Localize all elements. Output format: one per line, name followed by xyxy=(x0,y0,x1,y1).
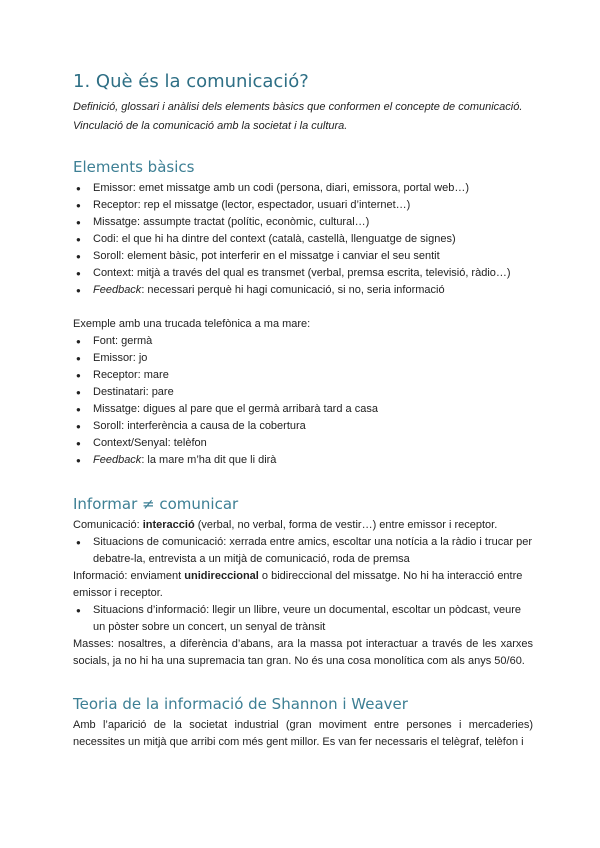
list-item: ● Context: mitjà a través del qual es transmet (verbal, premsa escrita, televisió, ràdio…) xyxy=(73,265,533,282)
definition-keyword: interacció xyxy=(142,519,195,531)
comunicacio-situations xyxy=(73,534,533,568)
list-item: ● Emissor: jo xyxy=(73,350,533,367)
informar-heading: Informar ≠ comunicar xyxy=(73,495,239,513)
feedback-text: : la mare m’ha dit que li dirà xyxy=(141,454,277,466)
definition-label: Comunicació: xyxy=(73,519,143,531)
example-list xyxy=(73,333,533,469)
page-title: 1. Què és la comunicació? xyxy=(73,71,309,92)
list-item: ● Soroll: interferència a causa de la cobertura xyxy=(73,418,533,435)
intro-text xyxy=(73,98,533,136)
list-item xyxy=(73,452,533,469)
intro-line: Definició, glossari i anàlisi dels elements bàsics que conformen el concepte de comunicació. xyxy=(73,101,523,113)
list-item: ● Missatge: digues al pare que el germà arribarà tard a casa xyxy=(73,401,533,418)
list-item: ● Receptor: rep el missatge (lector, espectador, usuari d’internet…) xyxy=(73,197,533,214)
list-item: ● Destinatari: pare xyxy=(73,384,533,401)
list-item: ● Emissor: emet missatge amb un codi (persona, diari, emissora, portal web…) xyxy=(73,180,533,197)
definition-text: o bidireccional del missatge. No hi ha interacció entre emissor i receptor. xyxy=(73,570,523,599)
example-intro: Exemple amb una trucada telefònica a ma mare: xyxy=(73,318,311,330)
list-item: ● Receptor: mare xyxy=(73,367,533,384)
informacio-situations xyxy=(73,602,533,636)
feedback-term: Feedback xyxy=(93,454,142,466)
list-item xyxy=(73,282,533,299)
list-item: ● Situacions de comunicació: xerrada entre amics, escoltar una notícia a la ràdio i trucar per debatre-la, entrevista a un mitjà de comunicació, roda de premsa xyxy=(73,534,533,568)
list-item: ● Situacions d’informació: llegir un llibre, veure un documental, escoltar un pòdcast, veure un pòster sobre un concert, un senyal de trànsit xyxy=(73,602,533,636)
list-item: ● Soroll: element bàsic, pot interferir en el missatge i canviar el seu sentit xyxy=(73,248,533,265)
feedback-term: Feedback xyxy=(93,284,142,296)
informacio-definition xyxy=(73,568,533,602)
definition-label: Informació: enviament xyxy=(73,570,185,582)
definition-text: (verbal, no verbal, forma de vestir…) entre emissor i receptor. xyxy=(194,519,498,531)
list-item: ● Context/Senyal: telèfon xyxy=(73,435,533,452)
elements-list xyxy=(73,180,533,299)
intro-line: Vinculació de la comunicació amb la societat i la cultura. xyxy=(73,120,348,132)
comunicacio-definition xyxy=(73,517,533,534)
list-item: ● Font: germà xyxy=(73,333,533,350)
teoria-paragraph: Amb l’aparició de la societat industrial (gran moviment entre persones i mercaderies) necessites un mitjà que arribi com més gent millor. Es van fer necessaris el telègraf, telèfon i xyxy=(73,719,533,748)
feedback-text: : necessari perquè hi hagi comunicació, si no, seria informació xyxy=(141,284,445,296)
list-item: ● Codi: el que hi ha dintre del context (català, castellà, llenguatge de signes) xyxy=(73,231,533,248)
elements-heading: Elements bàsics xyxy=(73,158,195,176)
teoria-heading: Teoria de la informació de Shannon i Weaver xyxy=(73,695,408,713)
masses-paragraph: Masses: nosaltres, a diferència d’abans, ara la massa pot interactuar a través de les xarxes socials, ja no hi ha una supremacia tan gran. No és una cosa monolítica com als anys 50/60. xyxy=(73,638,533,667)
definition-keyword: unidireccional xyxy=(184,570,259,582)
list-item: ● Missatge: assumpte tractat (polític, econòmic, cultural…) xyxy=(73,214,533,231)
